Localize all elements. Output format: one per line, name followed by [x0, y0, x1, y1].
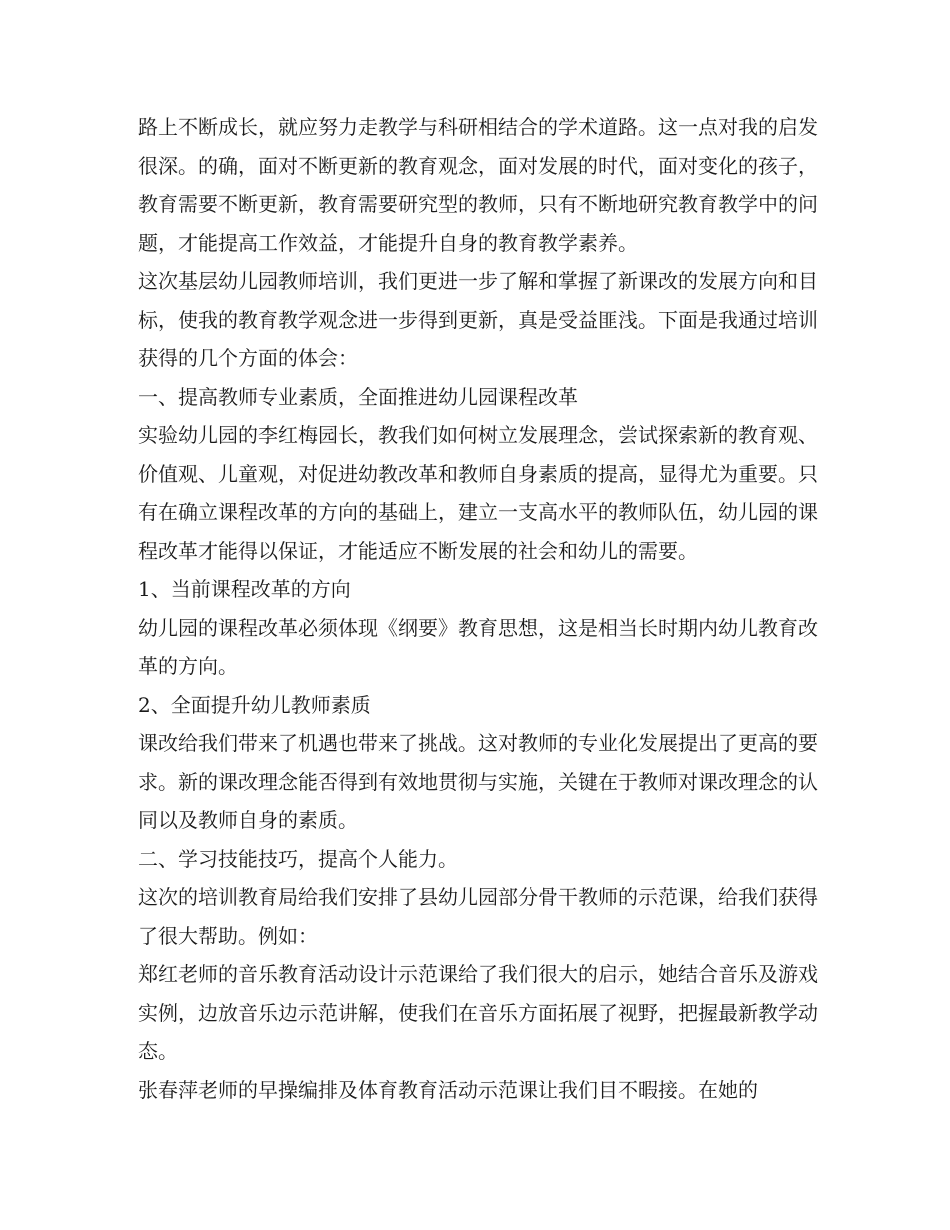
subheading-1: 1、当前课程改革的方向	[138, 577, 351, 601]
paragraph-4: 幼儿园的课程改革必须体现《纲要》教育思想，这是相当长时期内幼儿教育改革的方向。	[138, 615, 818, 678]
section-heading-1: 一、提高教师专业素质，全面推进幼儿园课程改革	[138, 384, 578, 409]
paragraph-3: 实验幼儿园的李红梅园长，教我们如何树立发展理念，尝试探索新的教育观、价值观、儿童观，对促进幼教改革和教师自身素质的提高，显得尤为重要。只有在确立课程改革的方向的基础上，建立一支高水平的教师队伍，幼儿园的课程改革才能得以保证，才能适应不断发展的社会和幼儿的需要。	[138, 423, 818, 563]
paragraph-6: 这次的培训教育局给我们安排了县幼儿园部分骨干教师的示范课，给我们获得了很大帮助。例如：	[138, 885, 818, 948]
paragraph-1: 路上不断成长，就应努力走教学与科研相结合的学术道路。这一点对我的启发很深。的确，面对不断更新的教育观念，面对发展的时代，面对变化的孩子，教育需要不断更新，教育需要研究型的教师，只有不断地研究教育教学中的问题，才能提高工作效益，才能提升自身的教育教学素养。	[138, 115, 818, 255]
paragraph-2: 这次基层幼儿园教师培训，我们更进一步了解和掌握了新课改的发展方向和目标，使我的教育教学观念进一步得到更新，真是受益匪浅。下面是我通过培训获得的几个方面的体会：	[138, 269, 818, 370]
paragraph-5: 课改给我们带来了机遇也带来了挑战。这对教师的专业化发展提出了更高的要求。新的课改理念能否得到有效地贯彻与实施，关键在于教师对课改理念的认同以及教师自身的素质。	[138, 731, 818, 832]
section-heading-2: 二、学习技能技巧，提高个人能力。	[138, 846, 458, 871]
subheading-2: 2、全面提升幼儿教师素质	[138, 692, 371, 717]
paragraph-7: 郑红老师的音乐教育活动设计示范课给了我们很大的启示，她结合音乐及游戏实例，边放音乐边示范讲解，使我们在音乐方面拓展了视野，把握最新教学动态。	[138, 962, 818, 1063]
document-body	[138, 108, 818, 1109]
paragraph-8: 张春萍老师的早操编排及体育教育活动示范课让我们目不暇接。在她的	[138, 1077, 758, 1102]
